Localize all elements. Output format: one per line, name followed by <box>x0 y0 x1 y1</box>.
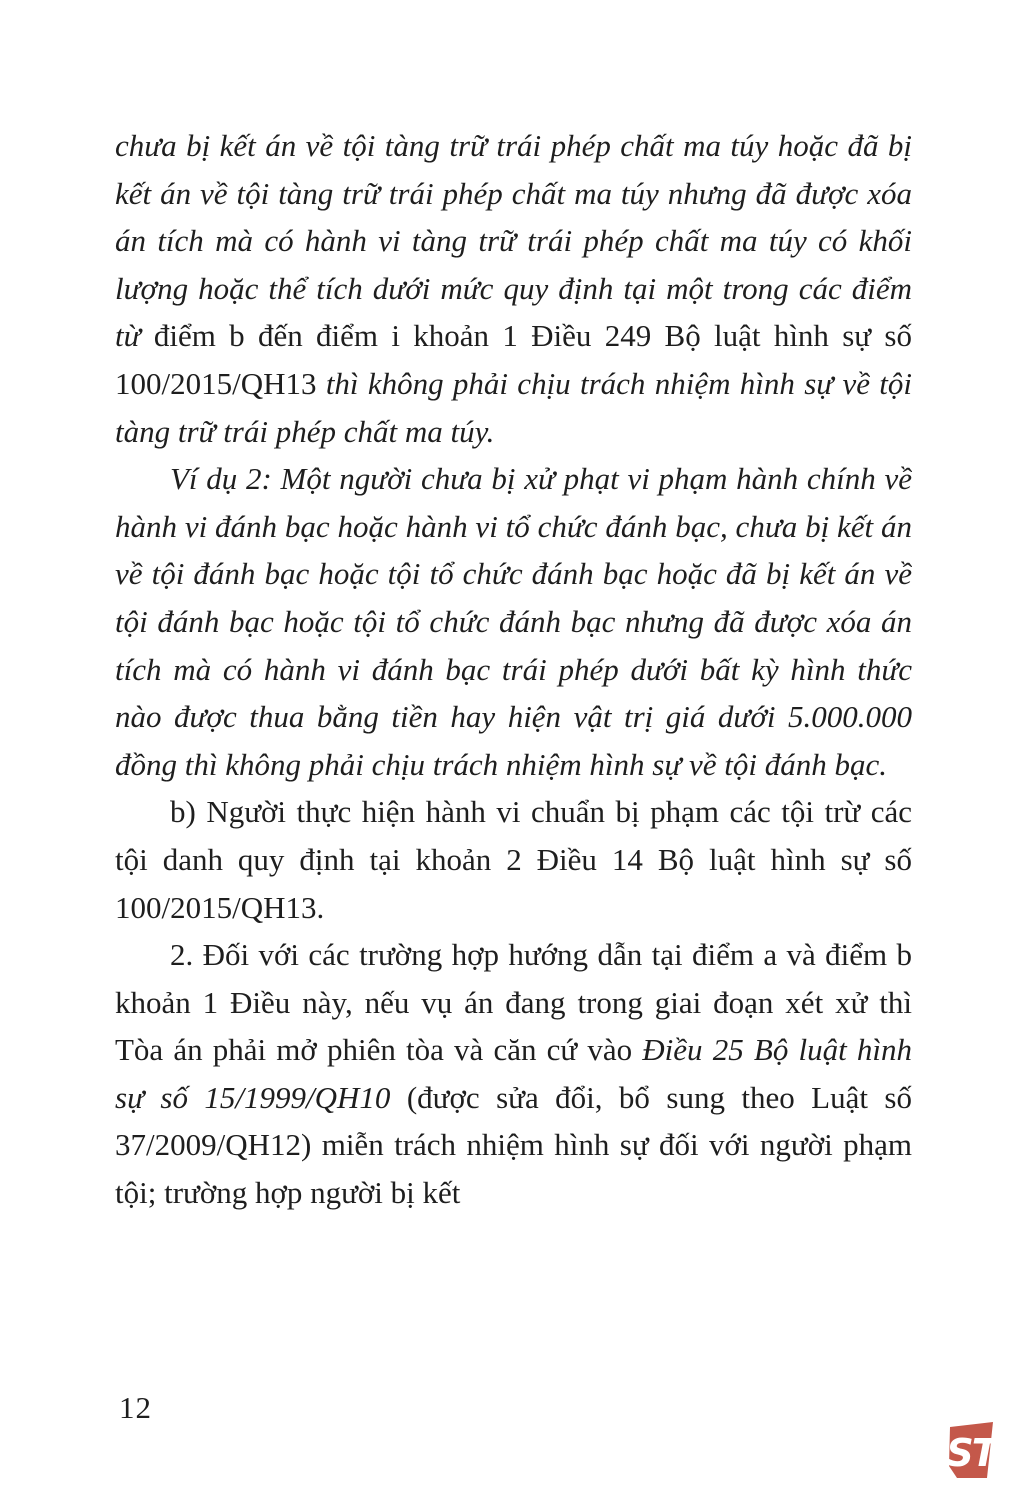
text-segment-italic: Điều 25 Bộ luật hình sự số 15/1999/QH10 <box>115 1032 912 1115</box>
publisher-logo-icon <box>946 1420 996 1480</box>
text-segment-regular: 2. Đối với các trường hợp hướng dẫn tại điểm a và điểm b khoản 1 Điều này, nếu vụ án đang trong giai đoạn xét xử thì Tòa án phải mở phiên tòa và căn cứ vào <box>115 937 912 1068</box>
paragraph <box>115 455 912 788</box>
text-segment-regular: b) Người thực hiện hành vi chuẩn bị phạm các tội trừ các tội danh quy định tại khoản 2 Điều 14 Bộ luật hình sự số 100/2015/QH13. <box>115 794 912 925</box>
text-segment-regular: (được sửa đổi, bổ sung theo Luật số 37/2009/QH12) miễn trách nhiệm hình sự đối với người phạm tội; trường hợp người bị kết <box>115 1079 912 1211</box>
paragraph <box>115 788 912 931</box>
text-segment-italic: thì không phải chịu trách nhiệm hình sự về tội tàng trữ trái phép chất ma túy. <box>115 365 913 449</box>
text-segment-italic: Ví dụ 2: Một người chưa bị xử phạt vi phạm hành chính về hành vi đánh bạc hoặc hành vi tổ chức đánh bạc, chưa bị kết án về tội đánh bạc hoặc tội tổ chức đánh bạc hoặc đã bị kết án về tội đánh bạc hoặc tội tổ chức đánh bạc nhưng đã được xóa án tích mà có hành vi đánh bạc trái phép dưới bất kỳ hình thức nào được thua bằng tiền hay hiện vật trị giá dưới 5.000.000 đồng thì không phải chịu trách nhiệm hình sự về tội đánh bạc. <box>115 461 912 782</box>
paragraph <box>115 122 912 455</box>
text-block <box>115 122 912 1217</box>
text-segment-italic: chưa bị kết án về tội tàng trữ trái phép chất ma túy hoặc đã bị kết án về tội tàng trữ trái phép chất ma túy nhưng đã được xóa án tích mà có hành vi tàng trữ trái phép chất ma túy có khối lượng hoặc thể tích dưới mức quy định tại một trong các điểm từ <box>115 128 912 354</box>
logo-letters: ST <box>946 1431 996 1475</box>
text-segment-regular: điểm b đến điểm i khoản 1 Điều 249 Bộ luật hình sự số 100/2015/QH13 <box>115 318 912 401</box>
page-number: 12 <box>119 1390 152 1425</box>
paragraph <box>115 931 912 1217</box>
publisher-logo <box>946 1420 996 1480</box>
